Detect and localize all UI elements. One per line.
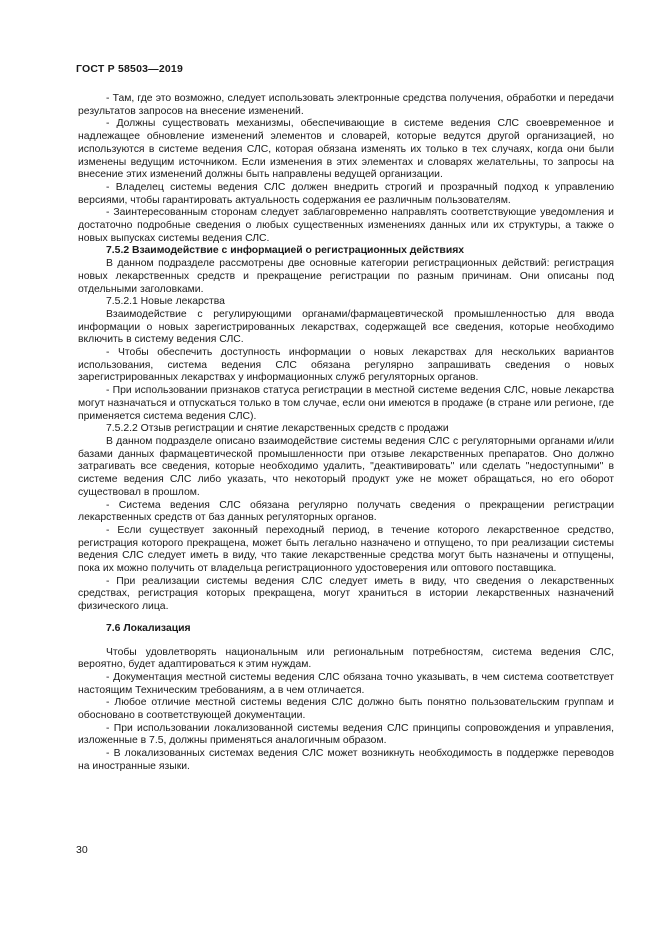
paragraph: - В локализованных системах ведения СЛС может возникнуть необходимость в поддержке переводов на иностранные языки. (78, 748, 614, 772)
subsubsection-heading: 7.5.2.2 Отзыв регистрации и снятие лекарственных средств с продажи (106, 423, 449, 435)
paragraph: Взаимодействие с регулирующими органами/фармацевтической промышленностью для ввода информации о новых зарегистрированных лекарствах, содержащей все сведения, которые необходимо включить в систему ведения СЛС. (78, 308, 614, 346)
paragraph: В данном подразделе описано взаимодействие системы ведения СЛС с регуляторными органами и/или базами данных фармацевтической промышленности при отзыве лекарственных препаратов. Оно должно затрагивать все сведения, которые необходимо удалить, "деактивировать" или сделать "недоступными" в системе ведения СЛС либо указать, что некоторый продукт уже не может обращаться, но его оборот существовал в прошлом. (78, 435, 614, 498)
paragraph: - Чтобы обеспечить доступность информации о новых лекарствах для нескольких вариантов использования, система ведения СЛС обязана регулярно запрашивать сведения о новых зарегистрированных лекарствах у информационных служб регуляторных органов. (78, 347, 614, 384)
section-heading: 7.6 Локализация (106, 622, 191, 634)
paragraph: - При использовании локализованной системы ведения СЛС принципы сопровождения и управления, изложенные в 7.5, должны применяться аналогичным образом. (78, 722, 614, 747)
paragraph: - Должны существовать механизмы, обеспечивающие в системе ведения СЛС своевременное и надлежащее обновление изменений элементов и словарей, которые ведутся другой организацией, но используются в системе ведения СЛС, которая обязана изменять их только в тех случаях, когда они были изменены ведущим источником. Если изменения в этих элементах и словарях желательны, то запросы на внесение этих изменений должны быть направлены ведущей организации. (78, 118, 614, 181)
paragraph: - Заинтересованным сторонам следует заблаговременно направлять соответствующие уведомления и достаточно подробные сведения о любых существенных изменениях данных или их структуры, а также о новых выпусках системы ведения СЛС. (78, 207, 614, 244)
paragraph: - При реализации системы ведения СЛС следует иметь в виду, что сведения о лекарственных средствах, регистрация которых прекращена, могут храниться в истории лекарственных назначений физического лица. (78, 575, 614, 613)
paragraph: - Там, где это возможно, следует использовать электронные средства получения, обработки и передачи результатов запросов на внесение изменений. (78, 93, 614, 117)
paragraph: Чтобы удовлетворять национальным или региональным потребностям, система ведения СЛС, вероятно, будет адаптироваться к этим нуждам. (78, 646, 614, 671)
paragraph: В данном подразделе рассмотрены две основные категории регистрационных действий: регистрация новых лекарственных средств и прекращение регистрации по разным причинам. Они описаны под отдельными заголовками. (78, 258, 614, 295)
subsubsection-heading: 7.5.2.1 Новые лекарства (106, 296, 225, 308)
paragraph: - Любое отличие местной системы ведения СЛС должно быть понятно пользовательским группам и обосновано в соответствующей документации. (78, 697, 614, 722)
paragraph: - Система ведения СЛС обязана регулярно получать сведения о прекращении регистрации лекарственных средств от баз данных регуляторных органов. (78, 499, 614, 524)
paragraph: - Документация местной системы ведения СЛС обязана точно указывать, в чем система соответствует настоящим Техническим требованиям, а в чем отличается. (78, 671, 614, 696)
paragraph: - При использовании признаков статуса регистрации в местной системе ведения СЛС, новые лекарства могут назначаться и отпускаться только в том случае, если они имеются в продаже (в стране или регионе, где применяется система ведения СЛС). (78, 385, 614, 422)
paragraph: - Владелец системы ведения СЛС должен внедрить строгий и прозрачный подход к управлению версиями, чтобы гарантировать актуальность содержания ее различным пользователям. (78, 181, 614, 206)
paragraph: - Если существует законный переходный период, в течение которого лекарственное средство, регистрация которого прекращена, может быть легально назначено и отпущено, то при реализации системы ведения СЛС следует иметь в виду, что такие лекарственные средства могут быть назначены и отпущены, пока их можно получить от владельца регистрационного удостоверения или оптового поставщика. (78, 524, 614, 575)
subsection-heading: 7.5.2 Взаимодействие с информацией о регистрационных действиях (106, 245, 465, 257)
document-header: ГОСТ Р 58503—2019 (76, 63, 184, 75)
page-number: 30 (76, 844, 88, 856)
document-body (78, 93, 614, 774)
